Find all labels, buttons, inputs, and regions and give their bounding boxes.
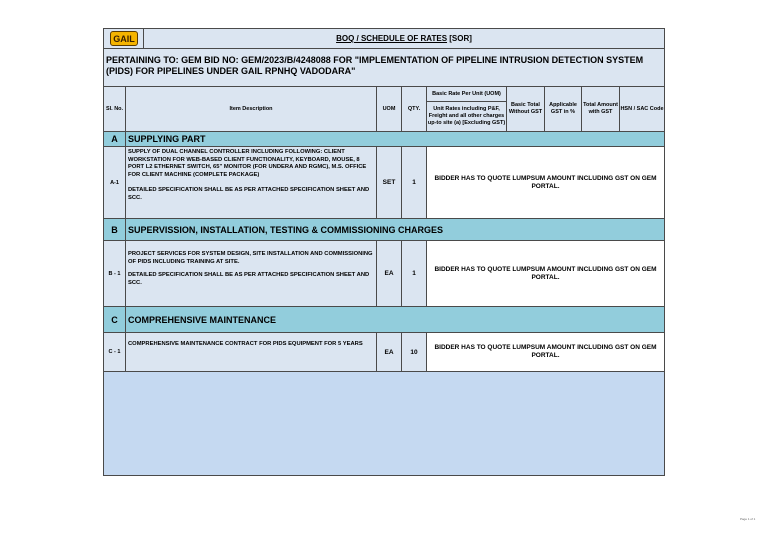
item-description (126, 241, 377, 306)
item-desc-main: SUPPLY OF DUAL CHANNEL CONTROLLER INCLUDING FOLLOWING: CLIENT WORKSTATION FOR WEB-BASED CLIENT FUNCTIONALITY, KEYBOARD, MOUSE, 8 PORT L2 ETHERNET SWITCH, 65" MONITOR (FOR UNDERA AND RGMC), M.S. OFFICE FOR CLIENT MACHINE (COMPLETE PACKAGE) (128, 149, 367, 178)
table-row (104, 333, 664, 372)
item-description (126, 333, 377, 371)
item-qty: 10 (402, 333, 427, 371)
section-title: SUPPLYING PART (128, 134, 206, 144)
item-sl: B - 1 (104, 241, 126, 306)
col-header-basic-total: Basic Total Without GST (507, 87, 545, 132)
boq-title (144, 29, 664, 49)
blank-area (104, 372, 664, 475)
logo-text: GAIL (113, 34, 135, 44)
section-letter: B (104, 219, 126, 240)
col-header-qty: QTY. (402, 87, 427, 132)
item-desc-spec: DETAILED SPECIFICATION SHALL BE AS PER ATTACHED SPECIFICATION SHEET AND SCC. (128, 187, 370, 201)
page-number: Page 1 of 1 (740, 517, 756, 521)
company-logo (110, 31, 138, 46)
item-quote-note: BIDDER HAS TO QUOTE LUMPSUM AMOUNT INCLUDING GST ON GEM PORTAL. (427, 241, 664, 306)
boq-sheet (103, 28, 665, 476)
item-uom: SET (377, 147, 402, 218)
section-a-row (104, 132, 664, 147)
col-header-sl: Sl. No. (104, 87, 126, 132)
logo-cell (104, 29, 144, 49)
item-quote-note: BIDDER HAS TO QUOTE LUMPSUM AMOUNT INCLUDING GST ON GEM PORTAL. (427, 147, 664, 218)
section-b-row (104, 219, 664, 241)
item-desc-spec: DETAILED SPECIFICATION SHALL BE AS PER ATTACHED SPECIFICATION SHEET AND SCC. (128, 272, 370, 286)
item-quote-note: BIDDER HAS TO QUOTE LUMPSUM AMOUNT INCLUDING GST ON GEM PORTAL. (427, 333, 664, 371)
item-description (126, 147, 377, 218)
item-desc-main: COMPREHENSIVE MAINTENANCE CONTRACT FOR PIDS EQUIPMENT FOR 5 YEARS (128, 341, 363, 347)
col-header-total: Total Amount with GST (582, 87, 620, 132)
col-header-basic-rate-top: Basic Rate Per Unit (UOM) (427, 87, 507, 102)
section-letter: A (104, 132, 126, 146)
col-header-gst: Applicable GST in % (545, 87, 582, 132)
item-uom: EA (377, 241, 402, 306)
item-qty: 1 (402, 241, 427, 306)
table-row (104, 241, 664, 307)
section-title: COMPREHENSIVE MAINTENANCE (128, 314, 277, 325)
section-c-row (104, 307, 664, 333)
boq-title-main: BOQ / SCHEDULE OF RATES (336, 34, 448, 43)
item-desc-main: PROJECT SERVICES FOR SYSTEM DESIGN, SITE INSTALLATION AND COMMISSIONING OF PIDS INCLUDING TRAINING AT SITE. (128, 251, 373, 265)
item-sl: A-1 (104, 147, 126, 218)
col-header-desc: Item Description (126, 87, 377, 132)
col-header-hsn: HSN / SAC Code (620, 87, 664, 132)
boq-title-suffix: [SOR] (447, 34, 472, 43)
item-sl: C - 1 (104, 333, 126, 371)
pertaining-text: PERTAINING TO: GEM BID NO: GEM/2023/B/4248088 FOR "IMPLEMENTATION OF PIPELINE INTRUSION DETECTION SYSTEM (PIDS) FOR PIPELINES UNDER GAIL RPNHQ VADODARA" (104, 49, 664, 87)
section-letter: C (104, 307, 126, 332)
table-row (104, 147, 664, 219)
section-title: SUPERVISSION, INSTALLATION, TESTING & COMMISSIONING CHARGES (128, 224, 444, 235)
item-uom: EA (377, 333, 402, 371)
col-header-uom: UOM (377, 87, 402, 132)
col-header-basic-rate-bottom: Unit Rates including P&F, Freight and all other charges up-to site (a) [Excluding GST) (427, 102, 507, 132)
item-qty: 1 (402, 147, 427, 218)
